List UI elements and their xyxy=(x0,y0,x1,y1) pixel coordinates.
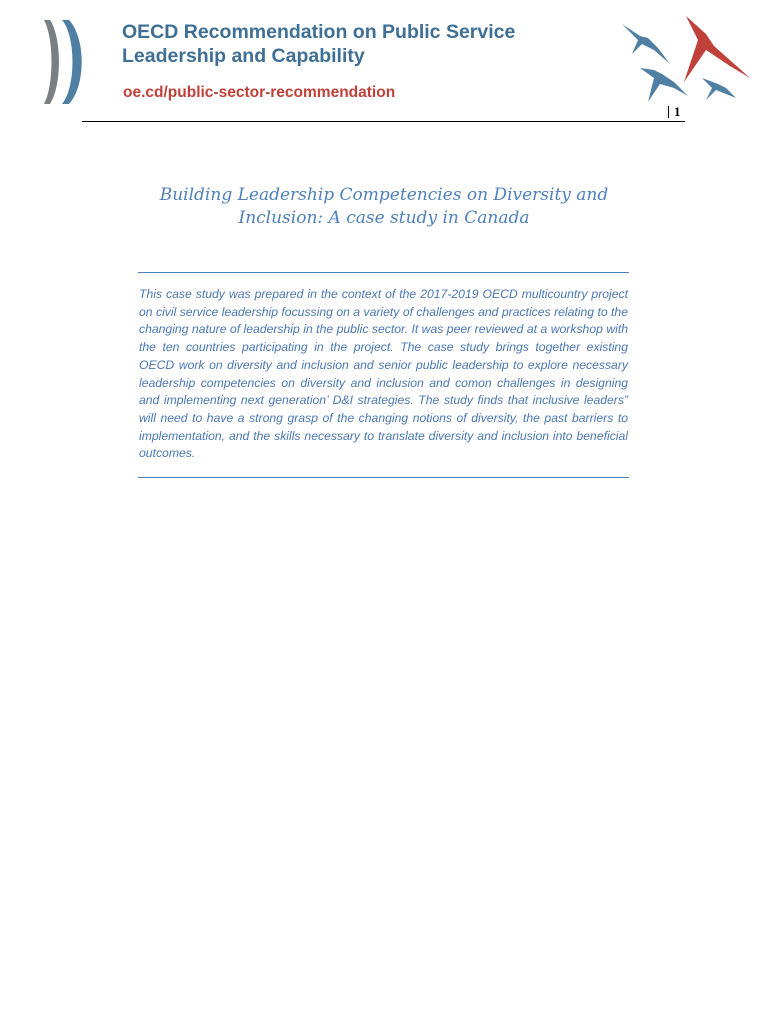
page-number xyxy=(668,104,681,120)
page-number-value: 1 xyxy=(674,104,681,119)
abstract-text: This case study was prepared in the context of the 2017-2019 OECD multicountry project on civil service leadership focussing on a variety of challenges and practices relating to the changing nature of leadership in the public sector. It was peer reviewed at a workshop with the ten countries participating in the project. The case study brings together existing OECD work on diversity and inclusion and senior public leadership to explore necessary leadership competencies on diversity and inclusion and comon challenges in designing and implementing next generation’ D&I strategies. The study finds that inclusive leaders” will need to have a strong grasp of the changing notions of diversity, the past barriers to implementation, and the skills necessary to translate diversity and inclusion into beneficial outcomes. xyxy=(139,287,628,461)
abstract-box xyxy=(138,272,629,478)
header-divider xyxy=(82,121,685,122)
recommendation-link[interactable]: oe.cd/public-sector-recommendation xyxy=(123,84,396,101)
header-title-line-2: Leadership and Capability xyxy=(122,45,365,67)
document-title-line-2: Inclusion: A case study in Canada xyxy=(238,208,530,228)
oecd-logo-icon xyxy=(42,20,88,104)
birds-illustration-icon xyxy=(614,14,754,106)
page-number-divider xyxy=(668,106,669,118)
header-title-line-1: OECD Recommendation on Public Service xyxy=(122,21,516,43)
document-title xyxy=(120,184,648,230)
header-title xyxy=(122,20,515,68)
document-title-line-1: Building Leadership Competencies on Diversity and xyxy=(159,185,609,205)
